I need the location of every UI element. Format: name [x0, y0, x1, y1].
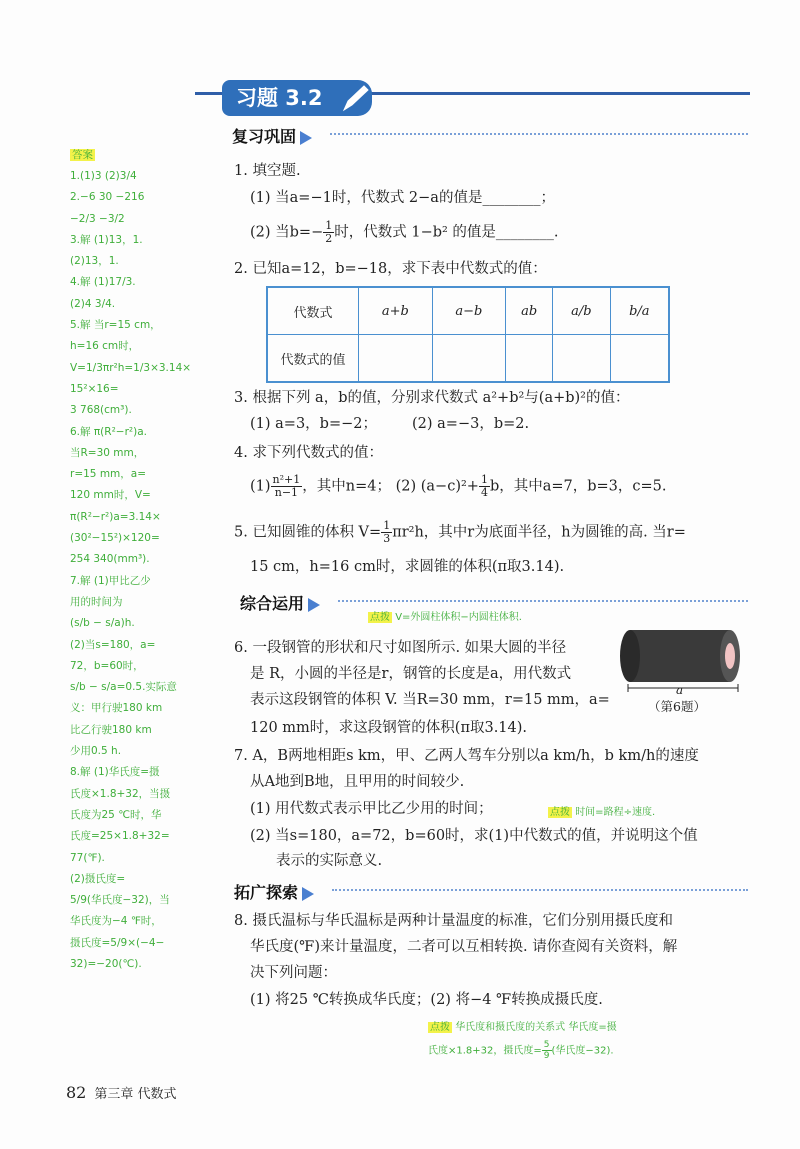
answer-line: 用的时间为	[70, 595, 123, 608]
answer-line: 当R=30 mm，	[70, 446, 145, 459]
answer-line: 摄氏度=5/9×(−4−	[70, 936, 165, 949]
table-row	[267, 335, 669, 383]
answer-line: 少用0.5 h.	[70, 745, 122, 758]
answer-line: V=1/3πr²h=1/3×3.14×	[70, 361, 192, 374]
q8-hint: 点拨 华氏度和摄氏度的关系式 华氏度=摄	[430, 1022, 617, 1033]
answer-line: (2)13，1.	[70, 255, 119, 268]
answer-line: (2)摄氏度=	[70, 872, 126, 885]
answer-line: (2)当s=180，a=	[70, 638, 156, 651]
answer-line: 2.−6 30 −216	[70, 191, 145, 204]
table-cell	[506, 335, 553, 383]
table-header: a/b	[553, 287, 611, 335]
q4-stem: 4. 求下列代数式的值：	[234, 445, 383, 461]
q6-line: 表示这段钢管的体积 V. 当R=30 mm，r=15 mm，a=	[250, 692, 610, 708]
chapter-label: 第三章 代数式	[94, 1087, 177, 1102]
q3-stem: 3. 根据下列 a，b的值，分别求代数式 a²+b²与(a+b)²的值：	[234, 390, 630, 406]
fig-caption: （第6题）	[648, 699, 706, 714]
answer-line: 8.解 (1)华氏度=摄	[70, 766, 160, 779]
answer-line: 华氏度为−4 ℉时，	[70, 915, 162, 928]
q1-part1: (1) 当a=−1时，代数式 2−a的值是________；	[250, 190, 555, 206]
q8-line: 决下列问题：	[250, 965, 337, 981]
page-number: 82	[66, 1083, 87, 1102]
answer-line: 77(℉).	[70, 851, 105, 864]
answer-line: 6.解 π(R²−r²)a.	[70, 425, 147, 438]
answer-line: π(R²−r²)a=3.14×	[70, 510, 161, 523]
q7-line: 从A地到B地，且甲用的时间较少.	[250, 774, 465, 790]
answer-line: 1.(1)3 (2)3/4	[70, 170, 137, 182]
answer-line: 氏度=25×1.8+32=	[70, 830, 170, 843]
table-cell: 代数式的值	[267, 335, 359, 383]
q2-stem: 2. 已知a=12，b=−18，求下表中代数式的值：	[234, 261, 547, 277]
q4-parts: (1) $\frac{\text{n²+1}}{n-1}$ ，其中n=4； (2) (a−c)²+ $\frac{1}{4}$ b，其中a=7，b=3，c=5.	[250, 473, 667, 499]
table-header: b/a	[610, 287, 669, 335]
table-header: 代数式	[267, 287, 359, 335]
answer-line: 义：甲行驶180 km	[70, 702, 163, 715]
section-extend: 拓广探索	[234, 880, 314, 903]
table-row	[267, 287, 669, 335]
answer-line: 3.解 (1)13，1.	[70, 233, 143, 246]
q1-part2: (2) 当b=− $\frac{1}{2}$ 时，代数式 1−b² 的值是________.	[250, 219, 559, 245]
table-header: ab	[506, 287, 553, 335]
q5-line2: 15 cm，h=16 cm时，求圆锥的体积(π取3.14).	[250, 559, 565, 575]
answer-line: 254 340(mm³).	[70, 553, 150, 566]
answer-line: 氏度为25 ℃时，华	[70, 808, 162, 821]
q1-stem: 1. 填空题.	[234, 163, 301, 179]
table-cell	[432, 335, 506, 383]
q7-line: 7. A，B两地相距s km，甲、乙两人驾车分别以a km/h，b km/h的速度	[234, 748, 699, 764]
q6-hint: 点拨 V=外圆柱体积−内圆柱体积.	[370, 612, 522, 623]
answer-line: −2/3 −3/2	[70, 212, 125, 225]
q8-line: 华氏度(℉)来计量温度，二者可以互相转换. 请你查阅有关资料，解	[250, 939, 678, 955]
answer-line: 72，b=60时，	[70, 659, 144, 672]
q7-part1: (1) 用代数式表示甲比乙少用的时间；	[250, 801, 493, 817]
fig-label: a	[676, 683, 684, 697]
answer-line: 氏度×1.8+32，当摄	[70, 787, 171, 800]
answer-line: r=15 mm，a=	[70, 468, 147, 481]
answer-line: 5/9(华氏度−32)，当	[70, 894, 170, 907]
page-footer	[66, 1083, 177, 1102]
answer-column	[70, 148, 191, 975]
triangle-icon	[302, 887, 314, 901]
answer-line: 32)=−20(℃).	[70, 957, 142, 970]
q6-line: 6. 一段钢管的形状和尺寸如图所示. 如果大圆的半径	[234, 640, 567, 656]
answer-line: 比乙行驶180 km	[70, 723, 152, 736]
q7-part2: (2) 当s=180，a=72，b=60时，求(1)中代数式的值，并说明这个值	[250, 828, 698, 844]
q8-line: (1) 将25 ℃转换成华氏度；(2) 将−4 ℉转换成摄氏度.	[250, 992, 603, 1008]
table-cell	[610, 335, 669, 383]
q5-line1: 5. 已知圆锥的体积 V= $\frac{1}{3}$ πr²h，其中r为底面半径，h为圆锥的高. 当r=	[234, 519, 686, 545]
q6-line: 120 mm时，求这段钢管的体积(π取3.14).	[250, 720, 528, 736]
answer-line: 7.解 (1)甲比乙少	[70, 574, 151, 587]
q8-hint2: 氏度×1.8+32，摄氏度= $\frac{5}{9}$ (华氏度−32).	[428, 1040, 614, 1061]
answer-line: 4.解 (1)17/3.	[70, 276, 136, 289]
answer-line: (2)4 3/4.	[70, 297, 116, 310]
q6-line: 是 R，小圆的半径是r，钢管的长度是a，用代数式	[250, 666, 572, 682]
answer-title: 答案	[72, 149, 93, 161]
table-cell	[359, 335, 433, 383]
table-cell	[553, 335, 611, 383]
section-review: 复习巩固	[232, 124, 312, 147]
answer-line: (30²−15²)×120=	[70, 532, 160, 545]
exercise-title: 习题 3.2	[222, 80, 372, 116]
q7-hint: 点拨 时间=路程÷速度.	[550, 807, 656, 818]
answer-line: 120 mm时，V=	[70, 489, 151, 502]
answer-line: h=16 cm时，	[70, 340, 140, 353]
section-apply: 综合运用	[240, 591, 320, 614]
divider	[338, 600, 748, 602]
table-header: a+b	[359, 287, 433, 335]
q8-line: 8. 摄氏温标与华氏温标是两种计量温度的标准，它们分别用摄氏度和	[234, 913, 673, 929]
divider	[330, 133, 748, 135]
value-table	[266, 286, 670, 383]
q3-part2: (2) a=−3，b=2.	[412, 416, 530, 432]
answer-line: 5.解 当r=15 cm，	[70, 319, 161, 332]
answer-line: (s/b − s/a)h.	[70, 617, 135, 630]
answer-line: 3 768(cm³).	[70, 404, 132, 417]
table-header: a−b	[432, 287, 506, 335]
q3-part1: (1) a=3，b=−2；	[250, 416, 377, 432]
triangle-icon	[300, 131, 312, 145]
divider	[332, 889, 748, 891]
triangle-icon	[308, 598, 320, 612]
q7-part2b: 表示的实际意义.	[276, 853, 383, 869]
answer-line: s/b − s/a=0.5.实际意	[70, 681, 177, 694]
answer-line: 15²×16=	[70, 382, 119, 395]
pencil-icon	[340, 84, 370, 112]
